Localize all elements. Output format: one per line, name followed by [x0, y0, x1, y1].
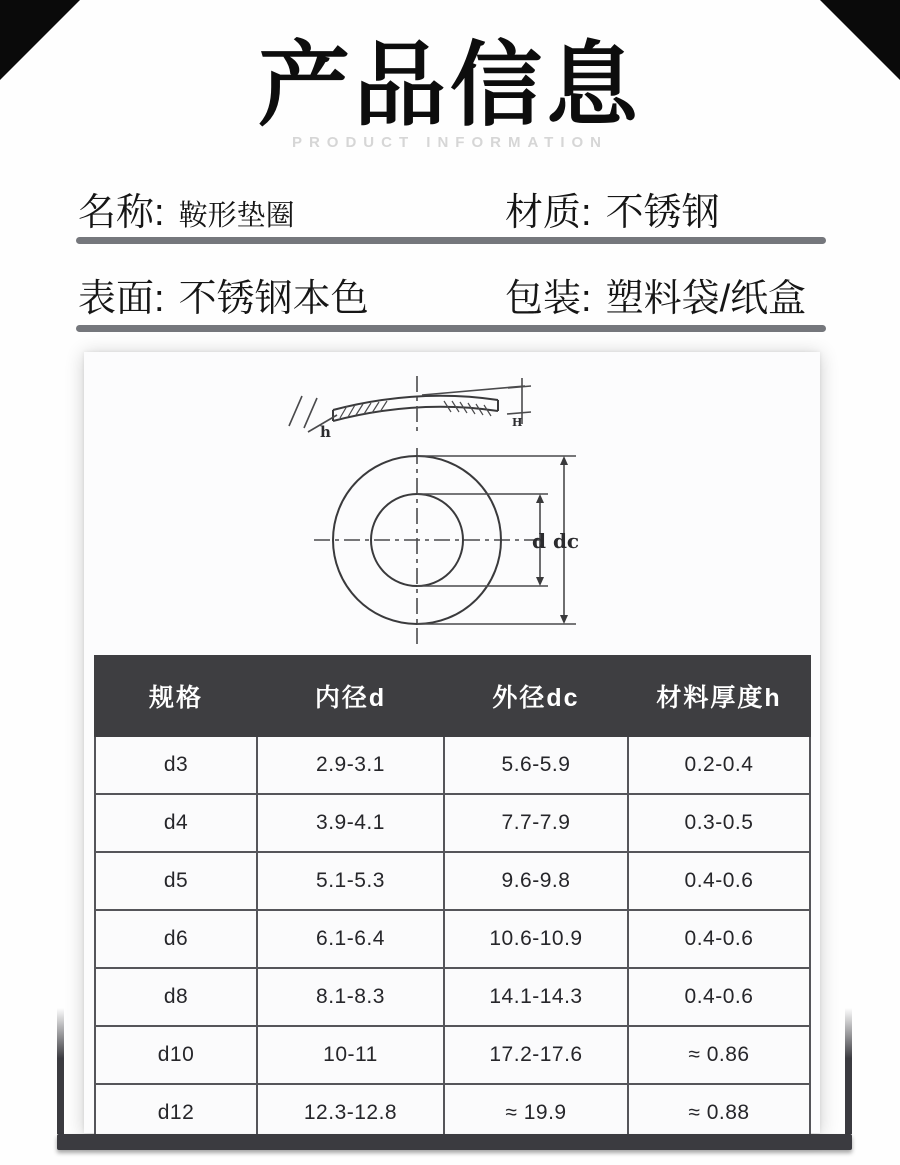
table-row — [95, 736, 810, 794]
table-header-cell: 内径d — [257, 656, 444, 736]
table-cell: d4 — [95, 794, 257, 852]
material-value: 不锈钢 — [605, 192, 720, 234]
table-row — [95, 852, 810, 910]
material-label: 材质: — [505, 192, 592, 234]
table-cell: 0.4-0.6 — [628, 852, 810, 910]
info-pair-material — [505, 181, 720, 236]
table-cell: 9.6-9.8 — [444, 852, 628, 910]
table-cell: ≈ 19.9 — [444, 1084, 628, 1142]
table-cell: 6.1-6.4 — [257, 910, 444, 968]
table-cell: 2.9-3.1 — [257, 736, 444, 794]
divider-line-1 — [76, 237, 826, 244]
table-header-cell: 规格 — [95, 656, 257, 736]
photo-frame-right-edge — [845, 1008, 852, 1134]
info-pair-surface — [78, 267, 369, 322]
table-header-cell: 外径dc — [444, 656, 628, 736]
table-row — [95, 910, 810, 968]
table-row — [95, 1026, 810, 1084]
table-cell: 0.4-0.6 — [628, 910, 810, 968]
diameter-label: d dc — [532, 529, 580, 553]
page-subtitle: PRODUCT INFORMATION — [291, 134, 609, 151]
table-cell: 5.6-5.9 — [444, 736, 628, 794]
table-cell: d10 — [95, 1026, 257, 1084]
table-cell: 3.9-4.1 — [257, 794, 444, 852]
table-header-row — [95, 656, 810, 736]
packaging-label: 包装: — [505, 278, 592, 320]
name-value: 鞍形垫圈 — [178, 200, 295, 232]
table-cell: 10-11 — [257, 1026, 444, 1084]
surface-label: 表面: — [78, 278, 165, 320]
washer-side-view — [289, 378, 531, 441]
table-cell: d8 — [95, 968, 257, 1026]
table-cell: 10.6-10.9 — [444, 910, 628, 968]
table-cell: d6 — [95, 910, 257, 968]
spec-table — [94, 655, 811, 1143]
spec-table-head — [95, 656, 810, 736]
table-cell: 5.1-5.3 — [257, 852, 444, 910]
table-row — [95, 794, 810, 852]
table-cell: ≈ 0.88 — [628, 1084, 810, 1142]
table-cell: 0.4-0.6 — [628, 968, 810, 1026]
spec-table-body — [95, 736, 810, 1142]
washer-technical-drawing — [84, 354, 820, 654]
table-cell: 0.2-0.4 — [628, 736, 810, 794]
table-cell: 7.7-7.9 — [444, 794, 628, 852]
info-pair-name — [78, 181, 295, 236]
spec-photo-card — [84, 352, 820, 1133]
surface-value: 不锈钢本色 — [178, 278, 369, 320]
table-row — [95, 968, 810, 1026]
table-cell: 12.3-12.8 — [257, 1084, 444, 1142]
thickness-label: h — [320, 423, 331, 441]
table-cell: 0.3-0.5 — [628, 794, 810, 852]
photo-frame-bottom-edge — [57, 1134, 852, 1150]
table-cell: 8.1-8.3 — [257, 968, 444, 1026]
divider-line-2 — [76, 325, 826, 332]
name-label: 名称: — [78, 192, 165, 234]
height-label: H — [512, 416, 523, 429]
table-cell: ≈ 0.86 — [628, 1026, 810, 1084]
table-cell: 17.2-17.6 — [444, 1026, 628, 1084]
table-cell: d5 — [95, 852, 257, 910]
table-cell: 14.1-14.3 — [444, 968, 628, 1026]
table-cell: d3 — [95, 736, 257, 794]
packaging-value: 塑料袋/纸盒 — [605, 278, 807, 320]
info-pair-packaging — [505, 267, 806, 322]
page-title: 产品信息 — [257, 35, 642, 137]
table-cell: d12 — [95, 1084, 257, 1142]
table-header-cell: 材料厚度h — [628, 656, 810, 736]
photo-frame-left-edge — [57, 1008, 64, 1134]
